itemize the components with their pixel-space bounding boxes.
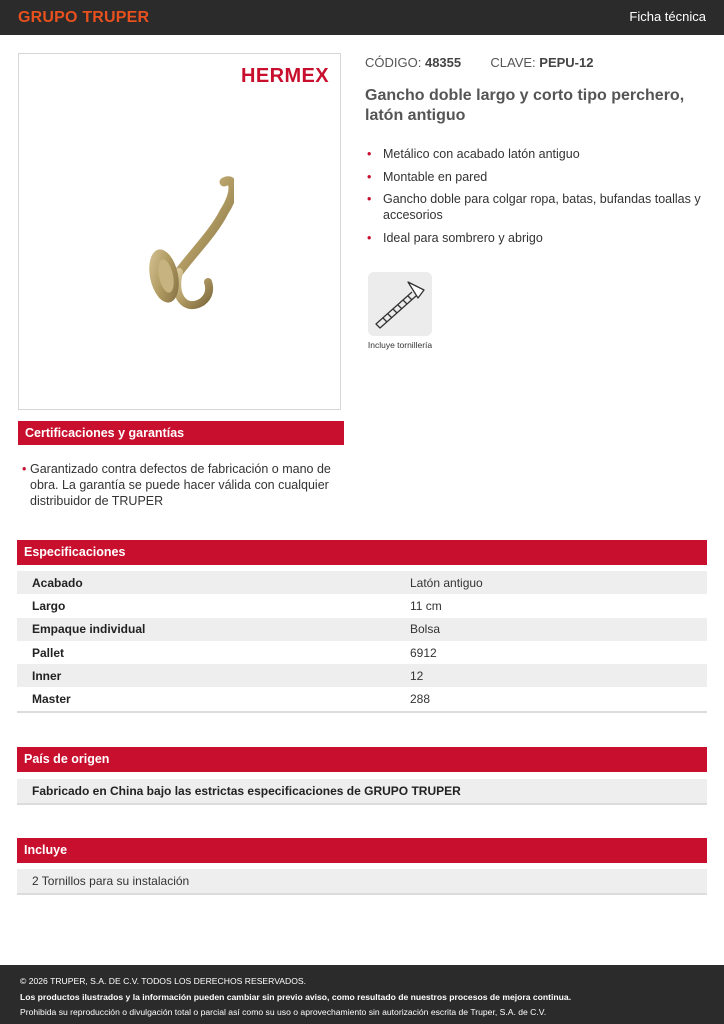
top-bar [0, 0, 724, 35]
table-row [17, 594, 707, 617]
certifications-text [22, 461, 342, 509]
spec-value: 12 [410, 668, 424, 683]
specifications-heading: Especificaciones [17, 540, 707, 565]
divider [17, 893, 707, 895]
divider [17, 711, 707, 713]
table-row [17, 618, 707, 641]
spec-value: Latón antiguo [410, 575, 483, 590]
bullet: • [22, 462, 27, 476]
product-codes [365, 55, 593, 70]
product-image-box [18, 53, 341, 410]
brand-logo: GRUPO TRUPER [18, 9, 150, 26]
feature-item: • Ideal para sombrero y abrigo [365, 230, 710, 246]
table-row [17, 641, 707, 664]
spec-label: Acabado [32, 575, 83, 590]
warranty-text: Garantizado contra defectos de fabricación o mano de obra. La garantía se puede hacer válida con cualquier distribuidor de TRUPER [30, 462, 331, 508]
table-row [17, 687, 707, 710]
spec-value: Bolsa [410, 622, 441, 637]
footer-prohibition: Prohibida su reproducción o divulgación total o parcial así como su uso o aprovechamiento sin autorización escrita de Truper, S.A. de C.V. [20, 1007, 547, 1017]
feature-item: • Montable en pared [365, 169, 710, 185]
feature-list [365, 146, 710, 252]
key-label: CLAVE: [490, 55, 536, 70]
screw-icon [368, 272, 432, 336]
includes-hardware-label: Incluye tornillería [367, 340, 433, 350]
doc-type-label: Ficha técnica [629, 9, 706, 24]
footer-copyright: © 2026 TRUPER, S.A. DE C.V. TODOS LOS DERECHOS RESERVADOS. [20, 976, 307, 986]
spec-label: Largo [32, 598, 66, 613]
certifications-heading: Certificaciones y garantías [18, 421, 344, 445]
includes-heading: Incluye [17, 838, 707, 863]
spec-value: 288 [410, 692, 431, 707]
spec-value: 6912 [410, 645, 437, 660]
spec-label: Empaque individual [32, 622, 146, 637]
hook-product-image [124, 172, 234, 322]
divider [17, 803, 707, 805]
table-row [17, 664, 707, 687]
origin-text: Fabricado en China bajo las estrictas especificaciones de GRUPO TRUPER [17, 779, 707, 803]
feature-item: • Metálico con acabado latón antiguo [365, 146, 710, 162]
hermex-logo: HERMEX [241, 65, 329, 87]
spec-label: Inner [32, 668, 62, 683]
product-title: Gancho doble largo y corto tipo perchero, latón antiguo [365, 87, 685, 124]
specifications-table [17, 571, 707, 711]
footer-notice: Los productos ilustrados y la información pueden cambiar sin previo aviso, como resultado de nuestros procesos de mejora continua. [20, 991, 572, 1002]
feature-item: • Gancho doble para colgar ropa, batas, bufandas toallas y accesorios [365, 191, 710, 223]
origin-heading: País de origen [17, 747, 707, 772]
table-row [17, 571, 707, 594]
includes-text: 2 Tornillos para su instalación [17, 869, 707, 893]
key-value: PEPU-12 [539, 55, 594, 70]
footer [0, 965, 724, 1024]
code-value: 48355 [424, 55, 462, 70]
spec-value: 11 cm [410, 598, 442, 613]
spec-label: Pallet [32, 645, 65, 660]
spec-label: Master [32, 692, 71, 707]
code-label: CÓDIGO: [365, 55, 422, 70]
